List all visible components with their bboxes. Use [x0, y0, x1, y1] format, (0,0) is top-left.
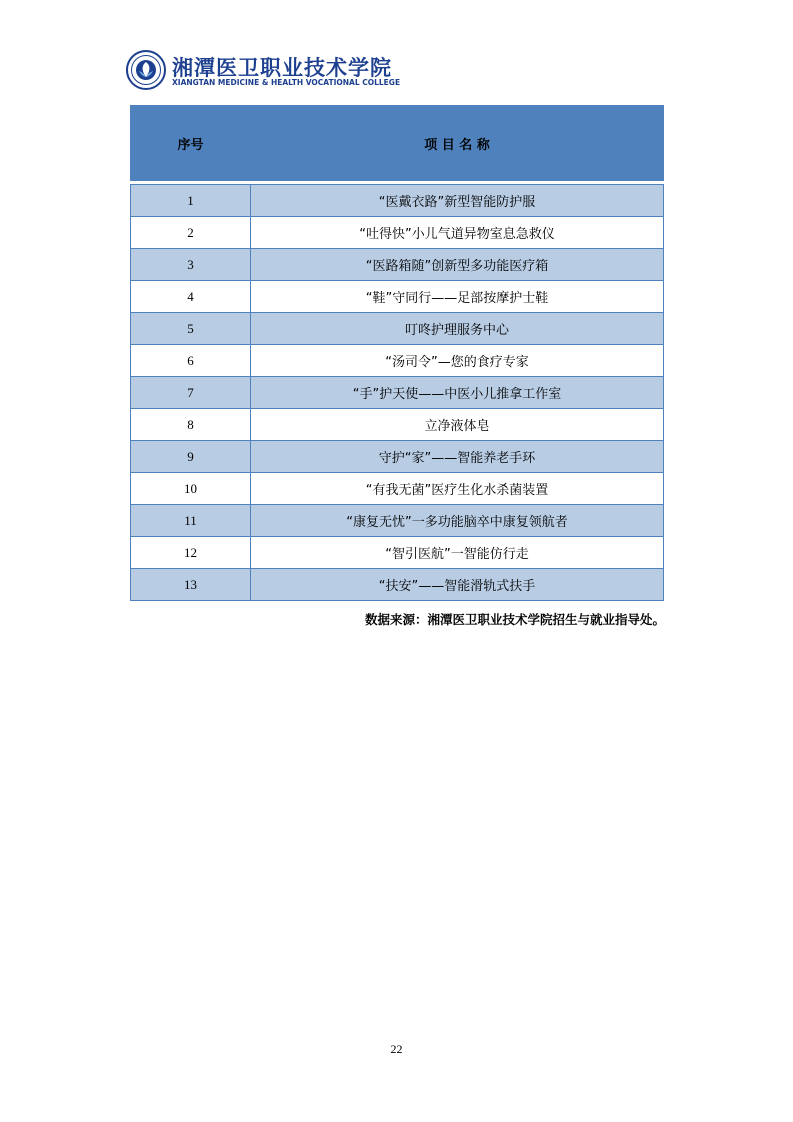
row-number: 3: [131, 249, 251, 281]
row-project-name: 立净液体皂: [251, 409, 664, 441]
table-row: [131, 473, 664, 505]
row-project-name: “医路箱随”创新型多功能医疗箱: [251, 249, 664, 281]
table-row: [131, 409, 664, 441]
row-project-name: 守护“家”——智能养老手环: [251, 441, 664, 473]
row-project-name: “鞋”守同行——足部按摩护士鞋: [251, 281, 664, 313]
row-project-name: “手”护天使——中医小儿推拿工作室: [251, 377, 664, 409]
projects-table: [130, 105, 664, 601]
data-source-note: 数据来源：湘潭医卫职业技术学院招生与就业指导处。: [364, 612, 665, 627]
row-project-name: “扶安”——智能滑轨式扶手: [251, 569, 664, 601]
row-number: 12: [131, 537, 251, 569]
row-project-name: “汤司令”—您的食疗专家: [251, 345, 664, 377]
row-number: 5: [131, 313, 251, 345]
table-row: [131, 377, 664, 409]
table-row: [131, 185, 664, 217]
row-number: 7: [131, 377, 251, 409]
row-project-name: “医戴衣路”新型智能防护服: [251, 185, 664, 217]
row-number: 8: [131, 409, 251, 441]
table-row: [131, 537, 664, 569]
table-row: [131, 505, 664, 537]
row-number: 2: [131, 217, 251, 249]
row-number: 11: [131, 505, 251, 537]
row-number: 6: [131, 345, 251, 377]
row-number: 13: [131, 569, 251, 601]
column-header-number: 序号: [131, 106, 251, 181]
row-project-name: “康复无忧”一多功能脑卒中康复领航者: [251, 505, 664, 537]
table-row: [131, 441, 664, 473]
row-number: 9: [131, 441, 251, 473]
table-row: [131, 345, 664, 377]
row-project-name: “智引医航”一智能仿行走: [251, 537, 664, 569]
row-project-name: “吐得快”小儿气道异物室息急救仪: [251, 217, 664, 249]
school-name-cn: 湘潭医卫职业技术学院: [172, 55, 392, 80]
table-row: [131, 249, 664, 281]
row-number: 10: [131, 473, 251, 505]
page-number: 22: [390, 1042, 403, 1056]
table-header-row: [131, 106, 664, 181]
table-row: [131, 569, 664, 601]
college-seal-icon: [126, 50, 166, 90]
table-row: [131, 313, 664, 345]
school-name-en: XIANGTAN MEDICINE & HEALTH VOCATIONAL COLLEGE: [172, 78, 401, 87]
row-number: 4: [131, 281, 251, 313]
row-project-name: 叮咚护理服务中心: [251, 313, 664, 345]
row-project-name: “有我无菌”医疗生化水杀菌装置: [251, 473, 664, 505]
row-number: 1: [131, 185, 251, 217]
column-header-project-name: 项 目 名 称: [251, 106, 664, 181]
table-row: [131, 217, 664, 249]
table-row: [131, 281, 664, 313]
